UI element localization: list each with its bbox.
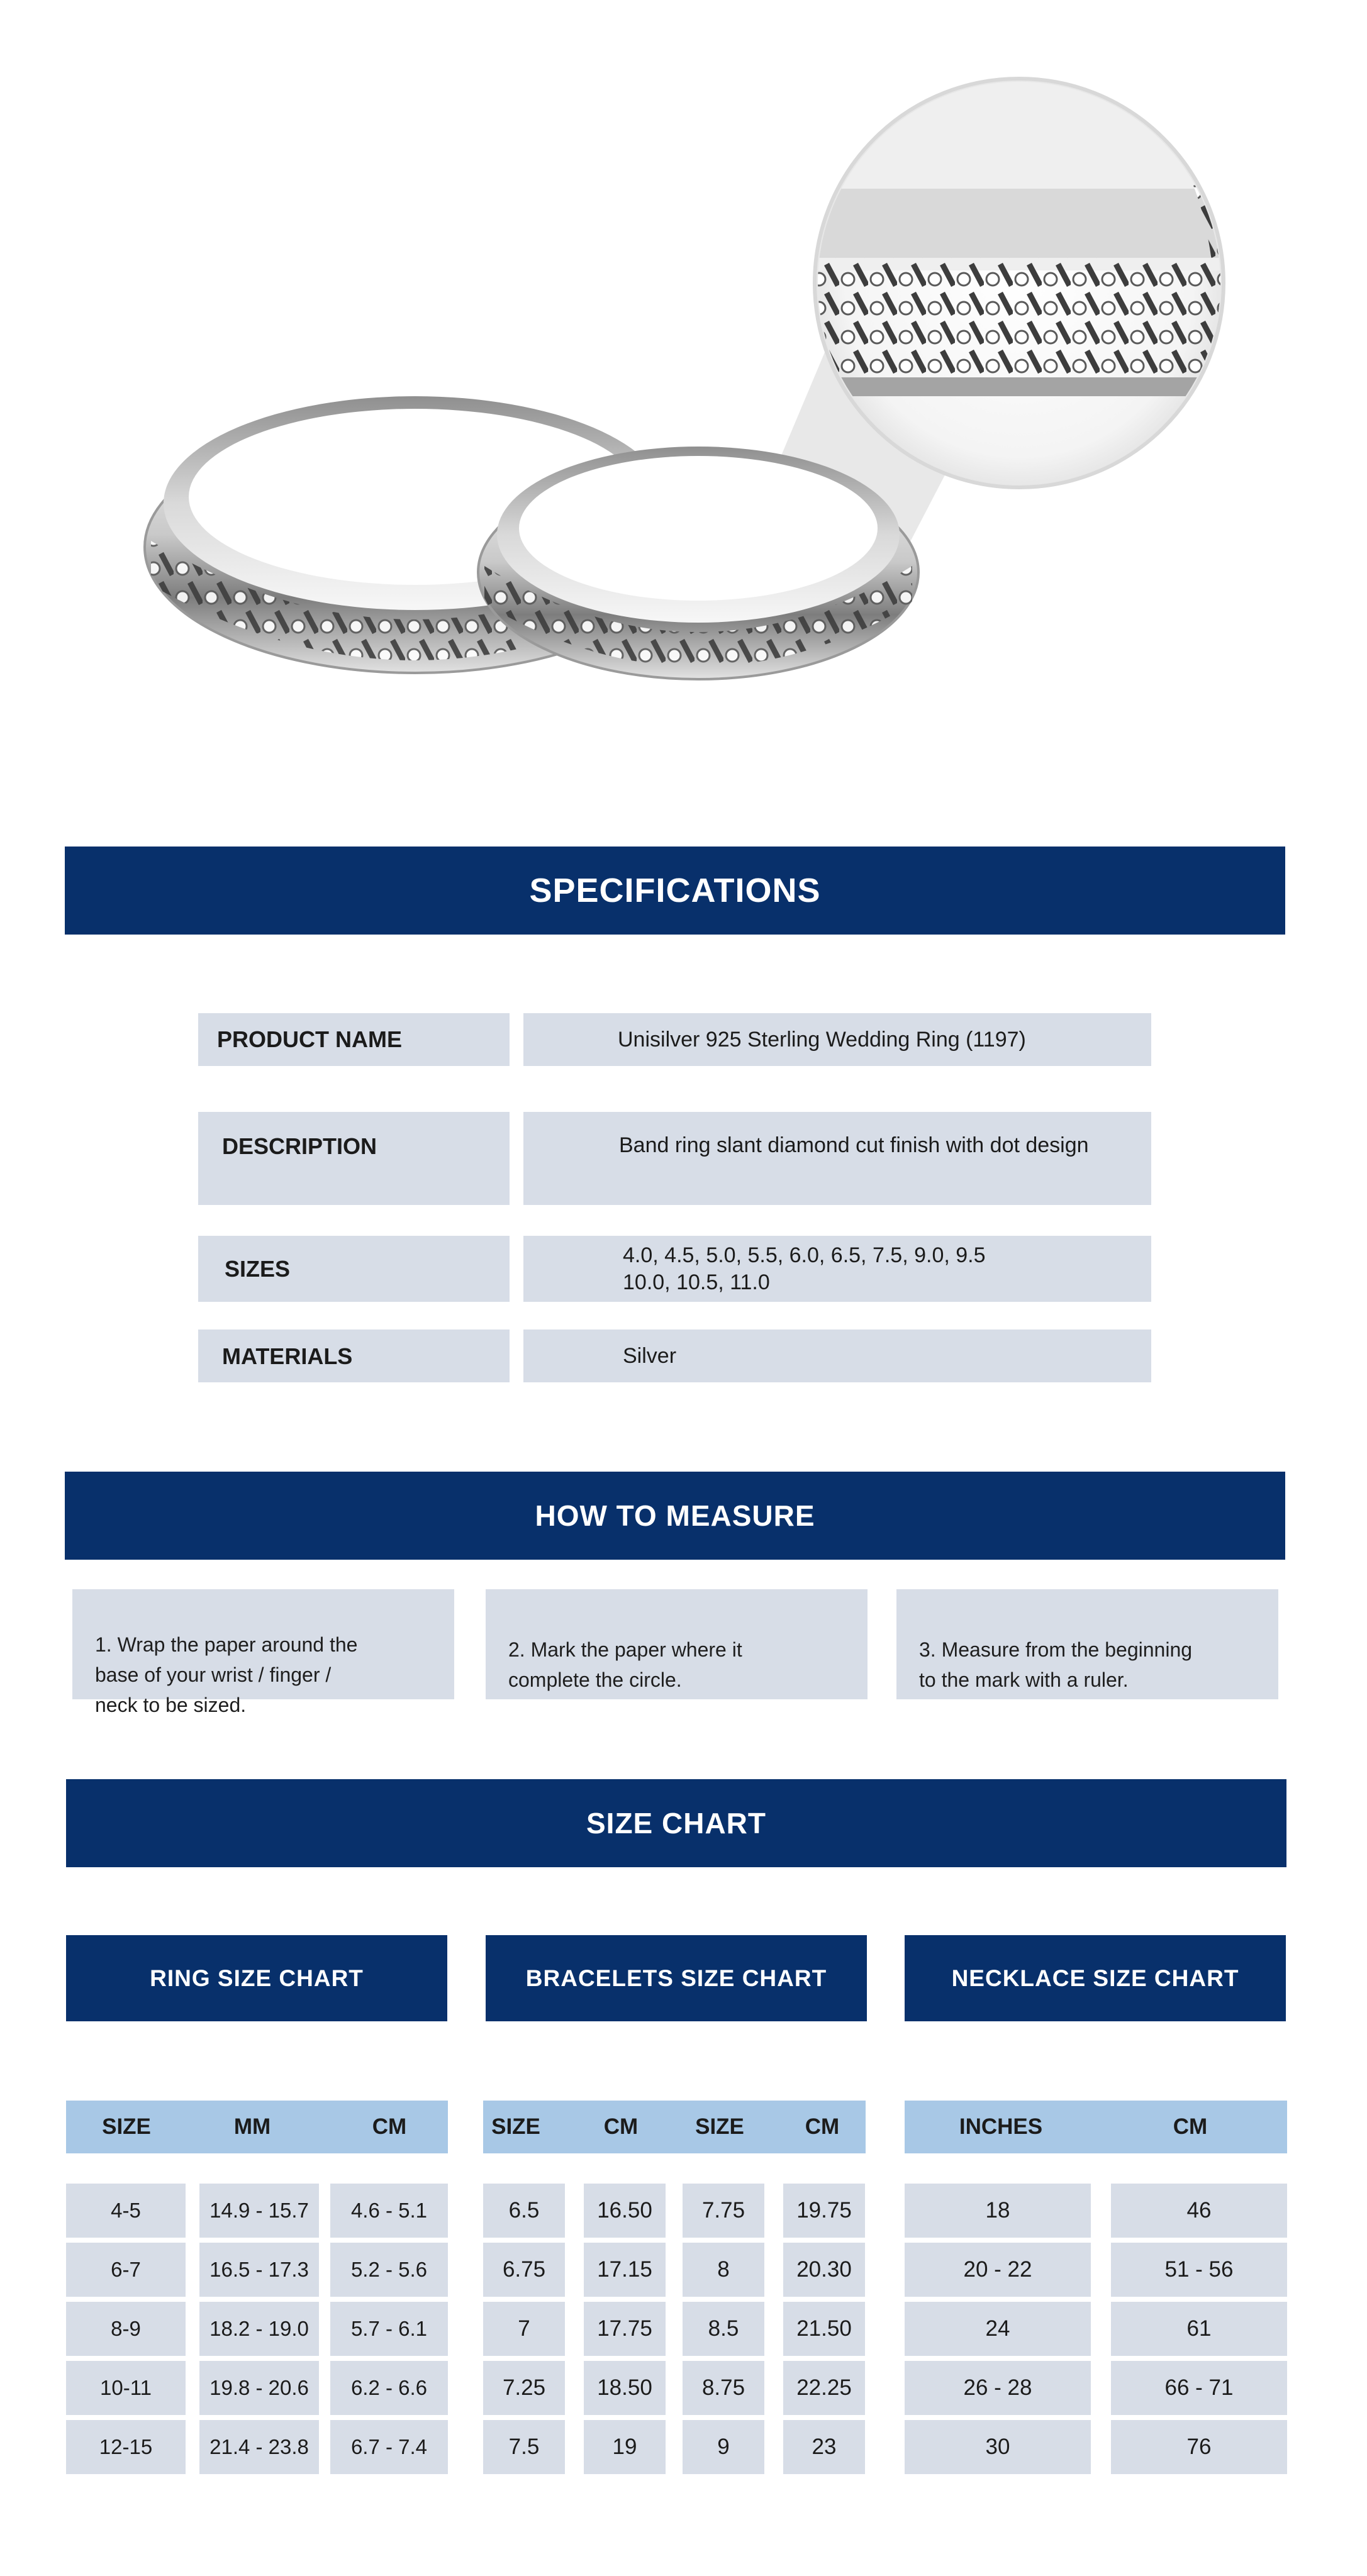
necklace-size-cell: 51 - 56 <box>1111 2243 1287 2297</box>
ring-size-chart-banner: RING SIZE CHART <box>66 1935 447 2021</box>
ring-detail-zoom-icon <box>812 79 1254 487</box>
bracelet-size-cell: 16.50 <box>584 2184 666 2238</box>
spec-label-text: PRODUCT NAME <box>217 1026 402 1052</box>
bracelet-header-cm-1: CM <box>603 2114 639 2139</box>
bracelet-size-cell: 21.50 <box>783 2302 865 2356</box>
ring-size-cell: 14.9 - 15.7 <box>199 2184 319 2238</box>
spec-value-sizes <box>523 1236 1151 1302</box>
bracelet-size-cell: 7.25 <box>483 2361 565 2415</box>
necklace-size-cell: 24 <box>905 2302 1091 2356</box>
necklace-header-inches: INCHES <box>959 2114 1043 2139</box>
spec-label-text: MATERIALS <box>222 1343 353 1369</box>
measure-step-text: 1. Wrap the paper around the base of your wrist / finger / neck to be sized. <box>95 1633 358 1716</box>
bracelet-size-cell: 22.25 <box>783 2361 865 2415</box>
ring-size-cell: 6.2 - 6.6 <box>330 2361 448 2415</box>
necklace-header-cm: CM <box>1173 2114 1208 2139</box>
bracelet-header-cm-2: CM <box>805 2114 840 2139</box>
ring-size-cell: 6-7 <box>66 2243 186 2297</box>
bracelet-size-cell: 19 <box>584 2420 666 2474</box>
necklace-size-cell: 26 - 28 <box>905 2361 1091 2415</box>
how-to-measure-banner: HOW TO MEASURE <box>65 1472 1285 1560</box>
measure-step-text: 2. Mark the paper where it complete the circle. <box>508 1638 742 1691</box>
spec-value-description <box>523 1112 1151 1205</box>
spec-value-text: 4.0, 4.5, 5.0, 5.5, 6.0, 6.5, 7.5, 9.0, 9.5 10.0, 10.5, 11.0 <box>623 1243 986 1294</box>
spec-value-product-name <box>523 1013 1151 1066</box>
necklace-size-cell: 66 - 71 <box>1111 2361 1287 2415</box>
bracelet-size-cell: 20.30 <box>783 2243 865 2297</box>
spec-value-materials <box>523 1330 1151 1382</box>
bracelet-size-cell: 19.75 <box>783 2184 865 2238</box>
bracelet-size-cell: 23 <box>783 2420 865 2474</box>
spec-label-text: SIZES <box>225 1255 291 1282</box>
bracelet-size-cell: 7.75 <box>683 2184 764 2238</box>
spec-label-sizes <box>198 1236 510 1302</box>
bracelet-size-chart-banner: BRACELETS SIZE CHART <box>486 1935 867 2021</box>
spec-value-text: Band ring slant diamond cut finish with dot design <box>619 1133 1089 1157</box>
bracelet-table-header <box>483 2101 866 2153</box>
measure-step-1 <box>72 1589 454 1716</box>
necklace-size-cell: 61 <box>1111 2302 1287 2356</box>
necklace-size-chart-banner: NECKLACE SIZE CHART <box>905 1935 1286 2021</box>
specifications-banner: SPECIFICATIONS <box>65 847 1285 935</box>
ring-table-header <box>66 2101 448 2153</box>
bracelet-size-cell: 8 <box>683 2243 764 2297</box>
ring-size-cell: 5.2 - 5.6 <box>330 2243 448 2297</box>
spec-label-product-name <box>198 1013 510 1066</box>
necklace-size-cell: 18 <box>905 2184 1091 2238</box>
bracelet-size-cell: 8.5 <box>683 2302 764 2356</box>
ring-header-cm: CM <box>372 2114 407 2139</box>
ring-size-cell: 18.2 - 19.0 <box>199 2302 319 2356</box>
two-silver-wedding-rings-icon <box>0 0 1367 811</box>
ring-size-cell: 19.8 - 20.6 <box>199 2361 319 2415</box>
bracelet-size-cell: 8.75 <box>683 2361 764 2415</box>
bracelet-header-size-2: SIZE <box>695 2114 744 2139</box>
spec-value-text: Silver <box>623 1343 677 1368</box>
ring-size-cell: 6.7 - 7.4 <box>330 2420 448 2474</box>
necklace-size-cell: 20 - 22 <box>905 2243 1091 2297</box>
ring-header-mm: MM <box>233 2114 271 2139</box>
bracelet-size-cell: 7 <box>483 2302 565 2356</box>
ring-size-cell: 21.4 - 23.8 <box>199 2420 319 2474</box>
ring-size-cell: 4.6 - 5.1 <box>330 2184 448 2238</box>
necklace-size-cell: 30 <box>905 2420 1091 2474</box>
necklace-size-cell: 46 <box>1111 2184 1287 2238</box>
spec-label-materials <box>198 1330 510 1382</box>
bracelet-size-cell: 17.75 <box>584 2302 666 2356</box>
necklace-size-cell: 76 <box>1111 2420 1287 2474</box>
bracelet-size-cell: 6.5 <box>483 2184 565 2238</box>
spec-label-text: DESCRIPTION <box>222 1133 377 1159</box>
bracelet-size-cell: 17.15 <box>584 2243 666 2297</box>
bracelet-size-cell: 9 <box>683 2420 764 2474</box>
ring-size-cell: 10-11 <box>66 2361 186 2415</box>
spec-value-text: Unisilver 925 Sterling Wedding Ring (1197) <box>618 1027 1026 1052</box>
bracelet-size-cell: 18.50 <box>584 2361 666 2415</box>
measure-step-text: 3. Measure from the beginning to the mark with a ruler. <box>919 1638 1193 1691</box>
ring-size-cell: 5.7 - 6.1 <box>330 2302 448 2356</box>
necklace-table-header <box>905 2101 1287 2153</box>
spec-label-description <box>198 1112 510 1205</box>
measure-step-2 <box>486 1589 868 1699</box>
ring-size-cell: 8-9 <box>66 2302 186 2356</box>
ring-size-cell: 16.5 - 17.3 <box>199 2243 319 2297</box>
bracelet-size-cell: 6.75 <box>483 2243 565 2297</box>
right-ring <box>478 447 918 679</box>
ring-size-cell: 4-5 <box>66 2184 186 2238</box>
bracelet-header-size-1: SIZE <box>491 2114 540 2139</box>
product-image <box>0 0 1367 811</box>
bracelet-size-cell: 7.5 <box>483 2420 565 2474</box>
size-chart-banner: SIZE CHART <box>66 1779 1286 1867</box>
measure-step-3 <box>896 1589 1278 1699</box>
ring-size-cell: 12-15 <box>66 2420 186 2474</box>
ring-header-size: SIZE <box>102 2114 151 2139</box>
